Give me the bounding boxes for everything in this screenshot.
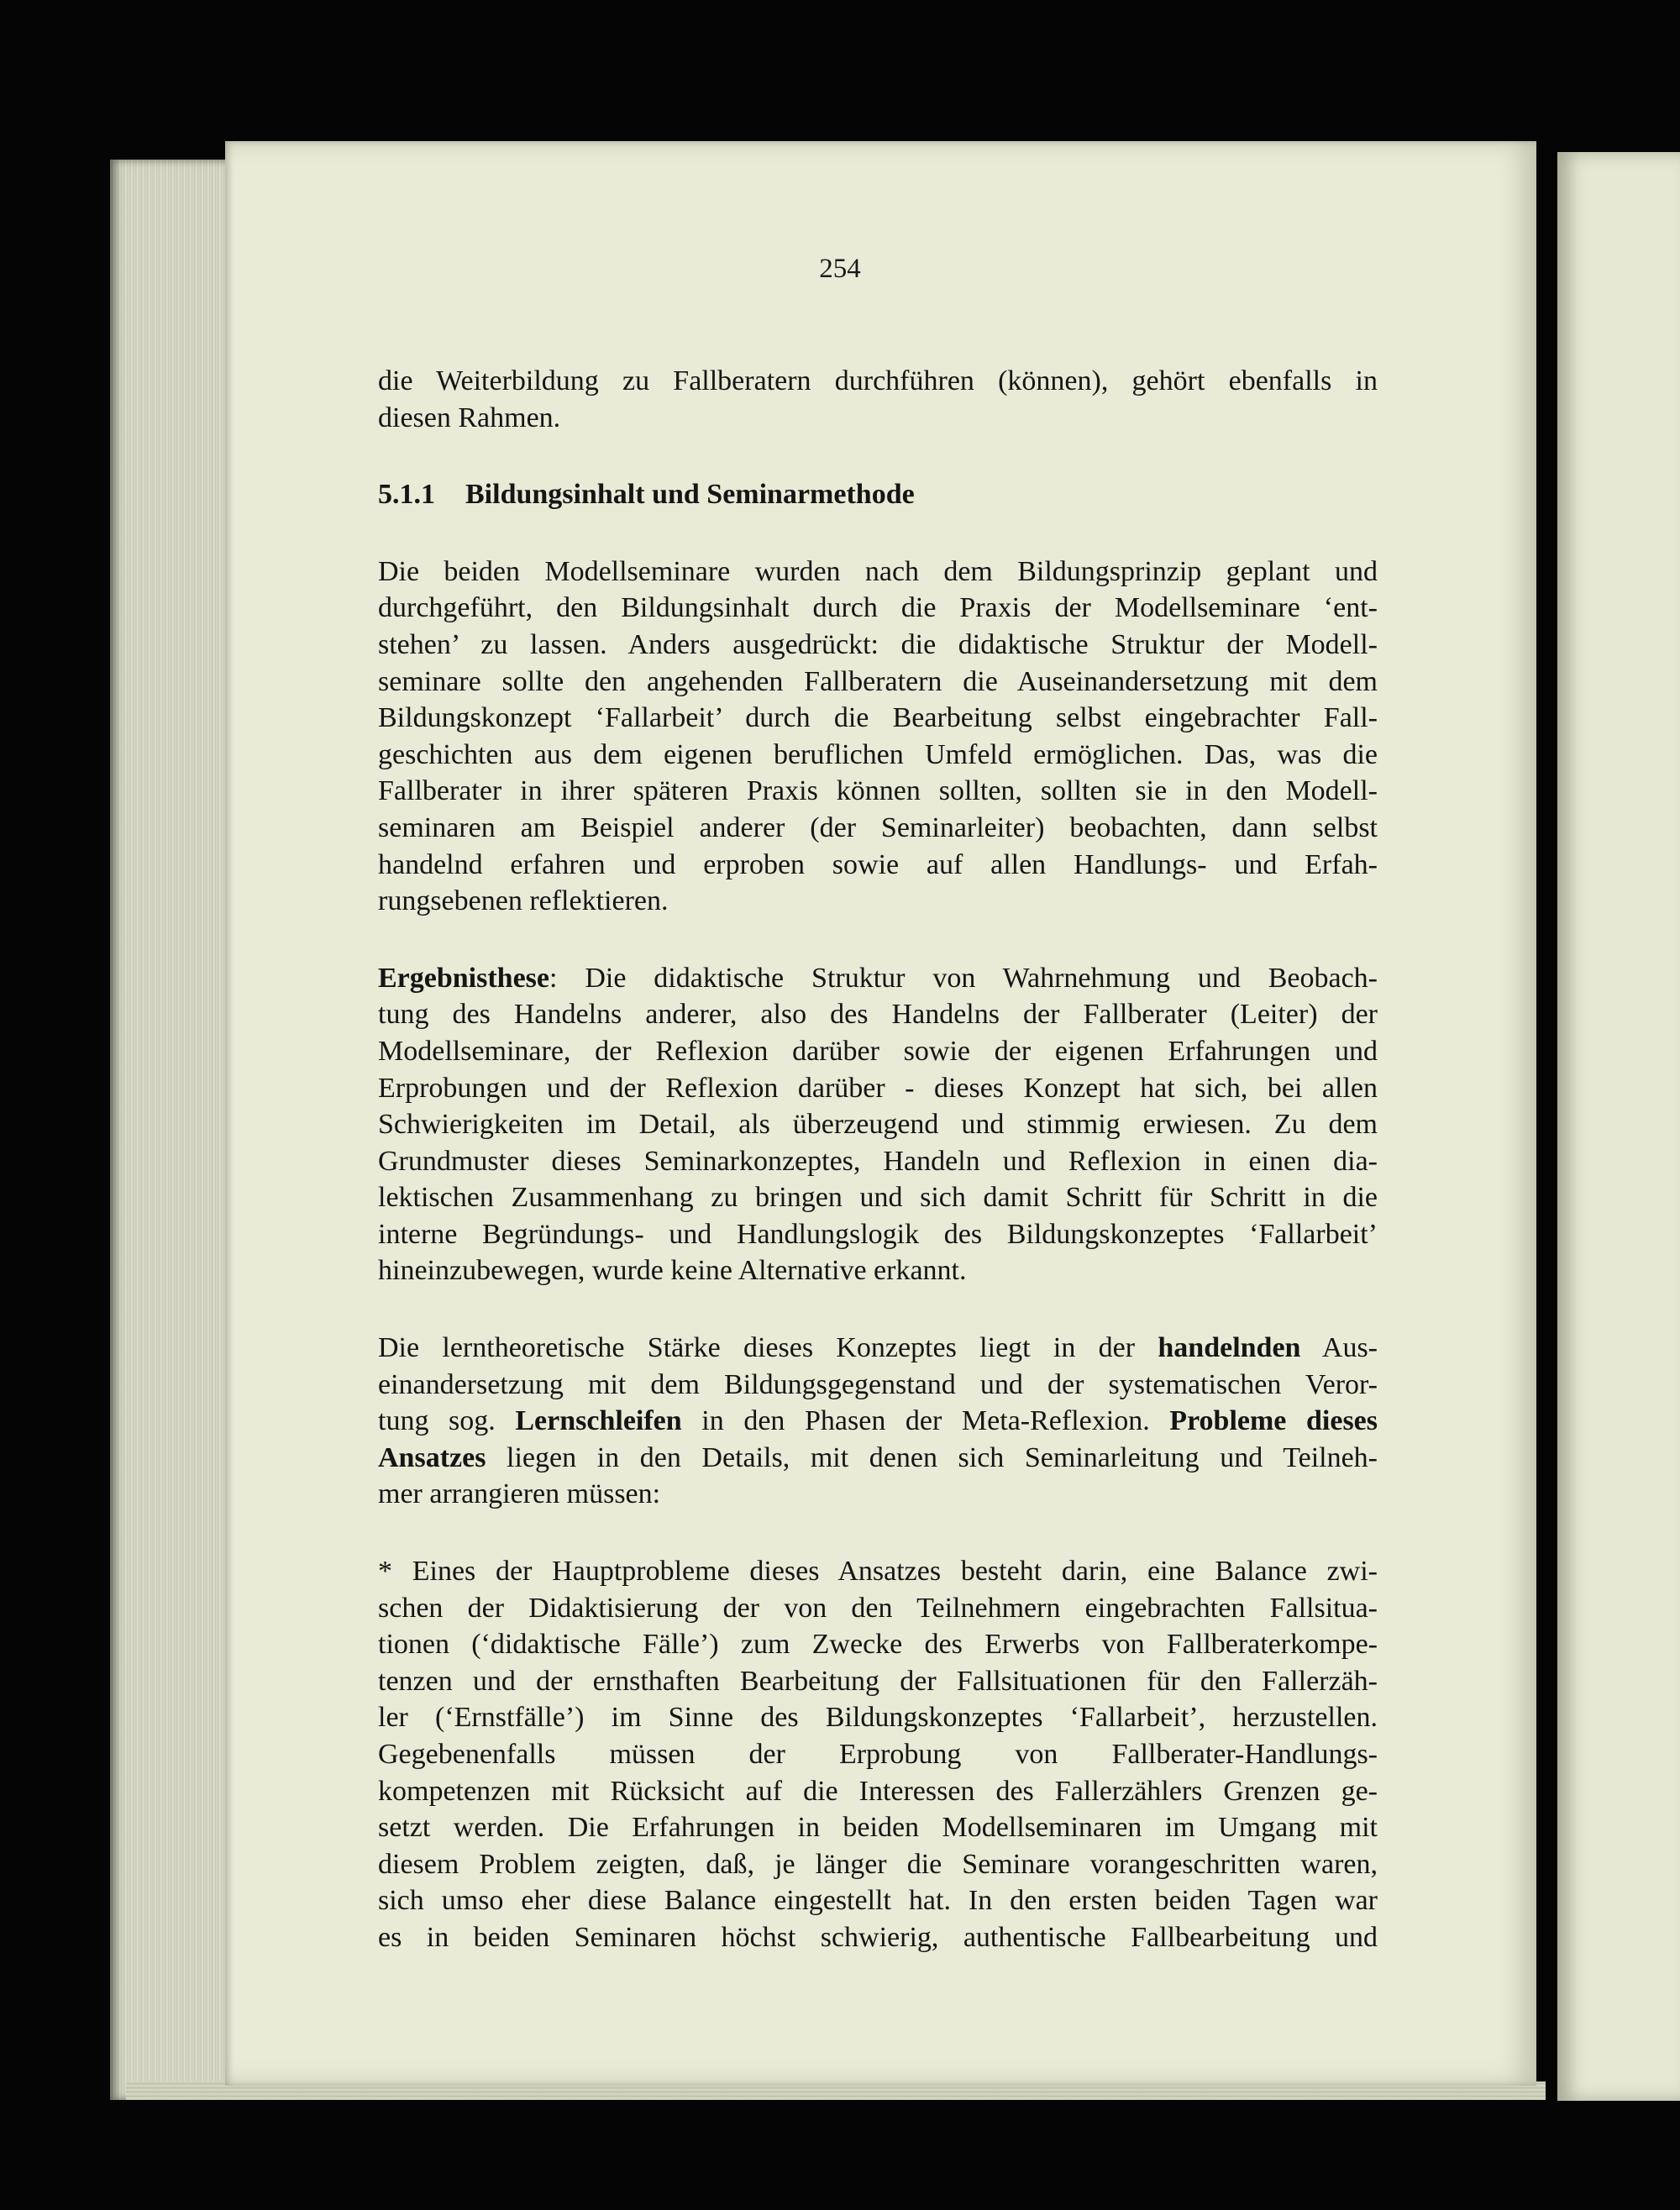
text-run: setzt werden. Die Erfahrungen in beiden Modellseminaren im Umgang mit [378,1812,1378,1844]
text-line [378,1736,1378,1773]
text-run: Erprobungen und der Reflexion darüber - dieses Konzept hat sich, bei allen [378,1072,1378,1104]
text-line [378,1403,1378,1440]
text-run: es in beiden Seminaren höchst schwierig, authentische Fallbearbeitung und [378,1921,1378,1953]
text-run: mer arrangieren müssen: [378,1478,661,1510]
text-line [378,1252,1378,1289]
paragraph [378,1330,1378,1513]
text-run: handelnd erfahren und erproben sowie auf allen Handlungs- und Erfah- [378,848,1378,880]
text-run: ler (‘Ernstfälle’) im Sinne des Bildungskonzeptes ‘Fallarbeit’, herzustellen. [378,1702,1378,1734]
text-line [378,627,1378,664]
text-line [378,737,1378,774]
text-run: kompetenzen mit Rücksicht auf die Interessen des Fallerzählers Grenzen ge- [378,1775,1378,1807]
text-run: einandersetzung mit dem Bildungsgegenstand und der systematischen Veror- [378,1368,1378,1400]
text-run: liegen in den Details, mit denen sich Seminarleitung und Teilneh- [486,1441,1378,1473]
text-line [378,960,1378,997]
text-line [378,1440,1378,1477]
text-run: : Die didaktische Struktur von Wahrnehmung und Beobach- [549,962,1378,994]
body-text [378,363,1378,1997]
text-run: Die beiden Modellseminare wurden nach dem Bildungsprinzip geplant und [378,555,1378,587]
text-line [378,1070,1378,1107]
text-line [378,847,1378,884]
text-line [378,1476,1378,1513]
text-run: Schwierigkeiten im Detail, als überzeugend und stimmig erwiesen. Zu dem [378,1109,1378,1141]
section-number: 5.1.1 [378,479,435,511]
bold-text: Ergebnisthese [378,962,549,994]
bold-text: handelnden [1158,1332,1301,1364]
bold-text: Probleme dieses [1169,1405,1378,1437]
text-run: Die lerntheoretische Stärke dieses Konzeptes liegt in der [378,1332,1158,1364]
text-run: Modellseminare, der Reflexion darüber sowie der eigenen Erfahrungen und [378,1035,1378,1067]
text-run: geschichten aus dem eigenen beruflichen Umfeld ermöglichen. Das, was die [378,738,1378,770]
book-page-edges [110,160,236,2100]
text-run: in den Phasen der Meta-Reflexion. [681,1405,1170,1437]
text-run: Gegebenenfalls müssen der Erprobung von Fallberater-Handlungs- [378,1739,1378,1770]
section-heading [378,476,1378,513]
text-line [378,1773,1378,1810]
page-number: 254 [819,254,861,284]
text-run: interne Begründungs- und Handlungslogik des Bildungskonzeptes ‘Fallarbeit’ [378,1218,1378,1250]
text-line [378,1106,1378,1143]
text-line [378,1216,1378,1253]
text-run: tung sog. [378,1405,516,1437]
text-run: durchgeführt, den Bildungsinhalt durch die Praxis der Modellseminare ‘ent- [378,592,1378,624]
text-line [378,590,1378,627]
text-line [378,1143,1378,1180]
text-run: stehen’ zu lassen. Anders ausgedrückt: die didaktische Struktur der Modell- [378,628,1378,660]
text-line [378,1367,1378,1404]
text-run: die Weiterbildung zu Fallberatern durchführen (können), gehört ebenfalls in [378,365,1378,396]
paragraph [378,554,1378,920]
text-line [378,810,1378,847]
text-line [378,664,1378,701]
text-run: * Eines der Hauptprobleme dieses Ansatzes besteht darin, eine Balance zwi- [378,1556,1378,1588]
text-line [378,1590,1378,1627]
text-run: Aus- [1300,1332,1378,1364]
text-line [378,1626,1378,1663]
paragraph [378,1553,1378,1956]
text-run: hineinzubewegen, wurde keine Alternative erkannt. [378,1255,967,1287]
text-run: sich umso eher diese Balance eingestellt hat. In den ersten beiden Tagen war [378,1885,1378,1917]
bold-text: Lernschleifen [515,1405,682,1437]
text-line [378,363,1378,400]
text-line [378,1179,1378,1216]
text-line [378,700,1378,737]
text-line [378,1330,1378,1367]
text-run: tung des Handelns anderer, also des Handelns der Fallberater (Leiter) der [378,999,1378,1031]
section-title: Bildungsinhalt und Seminarmethode [465,479,915,511]
text-line [378,400,1378,437]
facing-page [1557,152,1680,2101]
text-run: Bildungskonzept ‘Fallarbeit’ durch die Bearbeitung selbst eingebrachter Fall- [378,702,1378,734]
text-line [378,883,1378,920]
text-line [378,1919,1378,1956]
text-run: diesem Problem zeigten, daß, je länger die Seminare vorangeschritten waren, [378,1848,1378,1880]
text-line [378,1699,1378,1736]
text-line [378,1809,1378,1846]
text-line [378,1663,1378,1700]
text-line [378,1882,1378,1919]
text-line [378,1846,1378,1883]
text-run: tenzen und der ernsthaften Bearbeitung der Fallsituationen für den Fallerzäh- [378,1665,1378,1697]
text-run: rungsebenen reflektieren. [378,885,669,917]
text-run: schen der Didaktisierung der von den Teilnehmern eingebrachten Fallsitua- [378,1592,1378,1624]
bold-text: Ansatzes [378,1441,486,1473]
text-run: diesen Rahmen. [378,402,561,433]
text-line [378,1553,1378,1590]
text-run: seminare sollte den angehenden Fallberatern die Auseinandersetzung mit dem [378,665,1378,697]
text-line [378,996,1378,1033]
paragraph [378,363,1378,436]
text-line [378,773,1378,810]
text-run: tionen (‘didaktische Fälle’) zum Zwecke des Erwerbs von Fallberaterkompe- [378,1629,1378,1661]
text-run: Grundmuster dieses Seminarkonzeptes, Handeln und Reflexion in einen dia- [378,1145,1378,1177]
text-line [378,554,1378,591]
text-run: seminaren am Beispiel anderer (der Seminarleiter) beobachten, dann selbst [378,811,1378,843]
text-run: lektischen Zusammenhang zu bringen und sich damit Schritt für Schritt in die [378,1182,1378,1214]
text-run: Fallberater in ihrer späteren Praxis können sollten, sollten sie in den Modell- [378,775,1378,807]
paragraph [378,960,1378,1289]
text-line [378,1033,1378,1070]
